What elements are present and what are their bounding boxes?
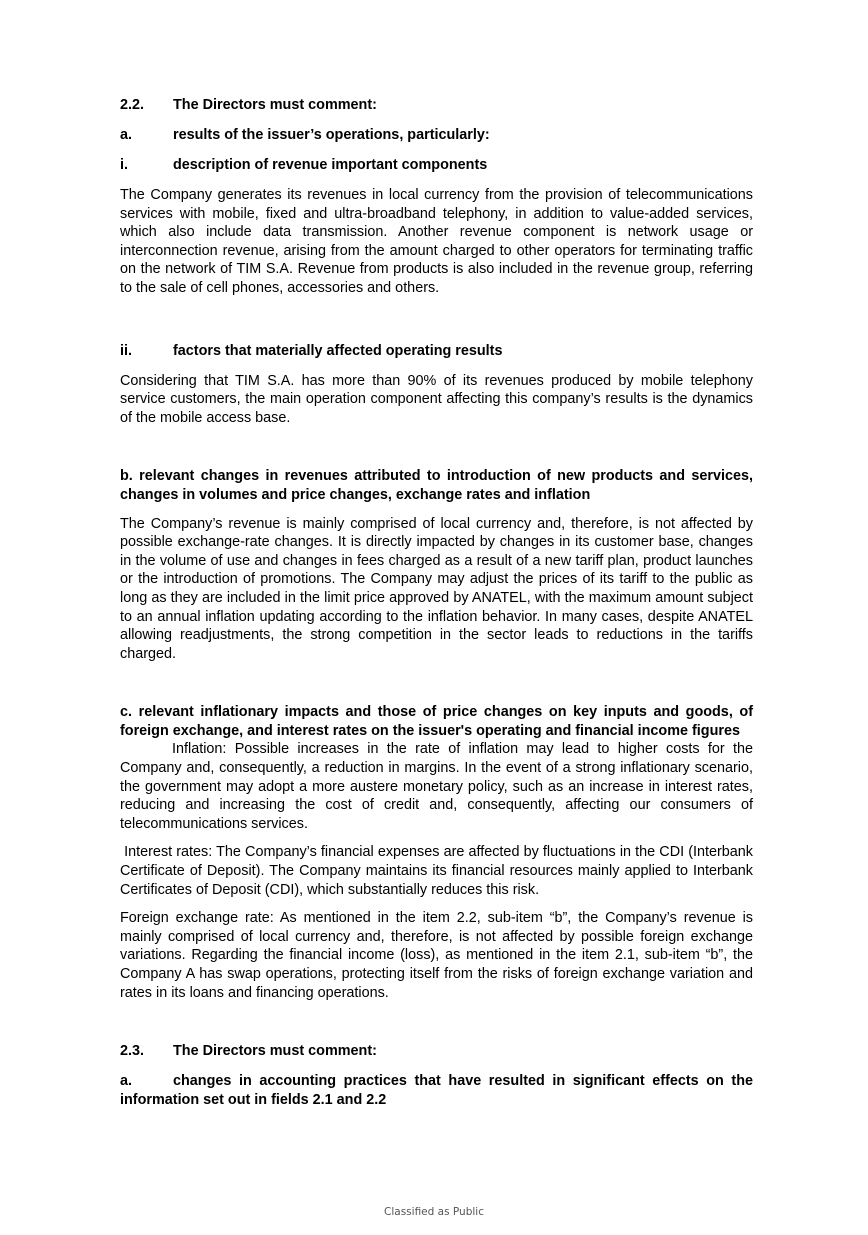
item-title: results of the issuer’s operations, particularly:	[173, 127, 490, 143]
item-b-heading: b. relevant changes in revenues attributed to introduction of new products and services, changes in volumes and price changes, exchange rates and inflation	[120, 468, 753, 503]
section-2-2-heading	[120, 96, 753, 114]
item-title: factors that materially affected operating results	[173, 342, 503, 359]
section-2-3-heading	[120, 1042, 753, 1060]
paragraph-revenue-components: The Company generates its revenues in local currency from the provision of telecommunications services with mobile, fixed and ultra-broadband telephony, in addition to value-added services, which also include data transmission. Another revenue component is network usage or interconnection revenue, arising from the amount charged to other operators for terminating traffic on the network of TIM S.A. Revenue from products is also included in the revenue group, referring to the sale of cell phones, accessories and others.	[120, 187, 753, 296]
item-i-heading	[120, 156, 753, 174]
paragraph-revenue-changes: The Company’s revenue is mainly comprised of local currency and, therefore, is not affected by possible exchange-rate changes. It is directly impacted by changes in its customer base, changes in the volume of use and changes in fees charged as a result of a new tariff plan, product launches or the introduction of promotions. The Company may adjust the prices of its tariff to the public as long as they are included in the limit price approved by ANATEL, with the maximum amount subject to an annual inflation updating according to the inflation behavior. In many cases, despite ANATEL allowing readjustments, the strong competition in the sector leads to reductions in the tariffs charged.	[120, 515, 753, 662]
classification-footer: Classified as Public	[384, 1206, 484, 1218]
section-2-3-item-a-heading	[120, 1072, 753, 1109]
section-title: The Directors must comment:	[173, 1043, 377, 1060]
paragraph-interest-rates: Interest rates: The Company’s financial expenses are affected by fluctuations in the CDI (Interbank Certificate of Deposit). The Company maintains its financial resources mainly applied to Interbank Certificates of Deposit (CDI), which substantially reduces this risk.	[120, 844, 758, 898]
item-label: ii.	[120, 342, 132, 359]
paragraph-inflation: Inflation: Possible increases in the rate of inflation may lead to higher costs for the Company and, consequently, a reduction in margins. In the event of a strong inflationary scenario, the government may adopt a more austere monetary policy, such as an increase in interest rates, reducing and increasing the cost of credit and, consequently, affecting our consumers of telecommunications services.	[120, 741, 753, 832]
item-title: description of revenue important components	[173, 157, 488, 173]
item-label: a.	[120, 127, 133, 143]
item-label: i.	[120, 157, 128, 173]
section-number: 2.3.	[120, 1043, 145, 1060]
item-label: a.	[120, 1073, 133, 1090]
section-title: The Directors must comment:	[173, 97, 377, 113]
item-ii-heading	[120, 342, 753, 360]
item-c-heading: c. relevant inflationary impacts and those of price changes on key inputs and goods, of foreign exchange, and interest rates on the issuer's operating and financial income figures	[120, 704, 753, 739]
item-title: changes in accounting practices that have resulted in significant effects on the information set out in fields 2.1 and 2.2	[120, 1073, 753, 1108]
paragraph-foreign-exchange: Foreign exchange rate: As mentioned in the item 2.2, sub-item “b”, the Company’s revenue is mainly comprised of local currency and, therefore, is not affected by possible foreign exchange variations. Regarding the financial income (loss), as mentioned in the item 2.1, sub-item “b”, the Company A has swap operations, protecting itself from the risks of foreign exchange variation and rates in its loans and financing operations.	[120, 910, 753, 1001]
paragraph-operating-factors: Considering that TIM S.A. has more than 90% of its revenues produced by mobile telephony service customers, the main operation component affecting this company’s results is the dynamics of the mobile access base.	[120, 372, 753, 426]
document-page	[120, 96, 758, 1119]
item-a-heading	[120, 126, 753, 144]
section-number: 2.2.	[120, 97, 145, 113]
